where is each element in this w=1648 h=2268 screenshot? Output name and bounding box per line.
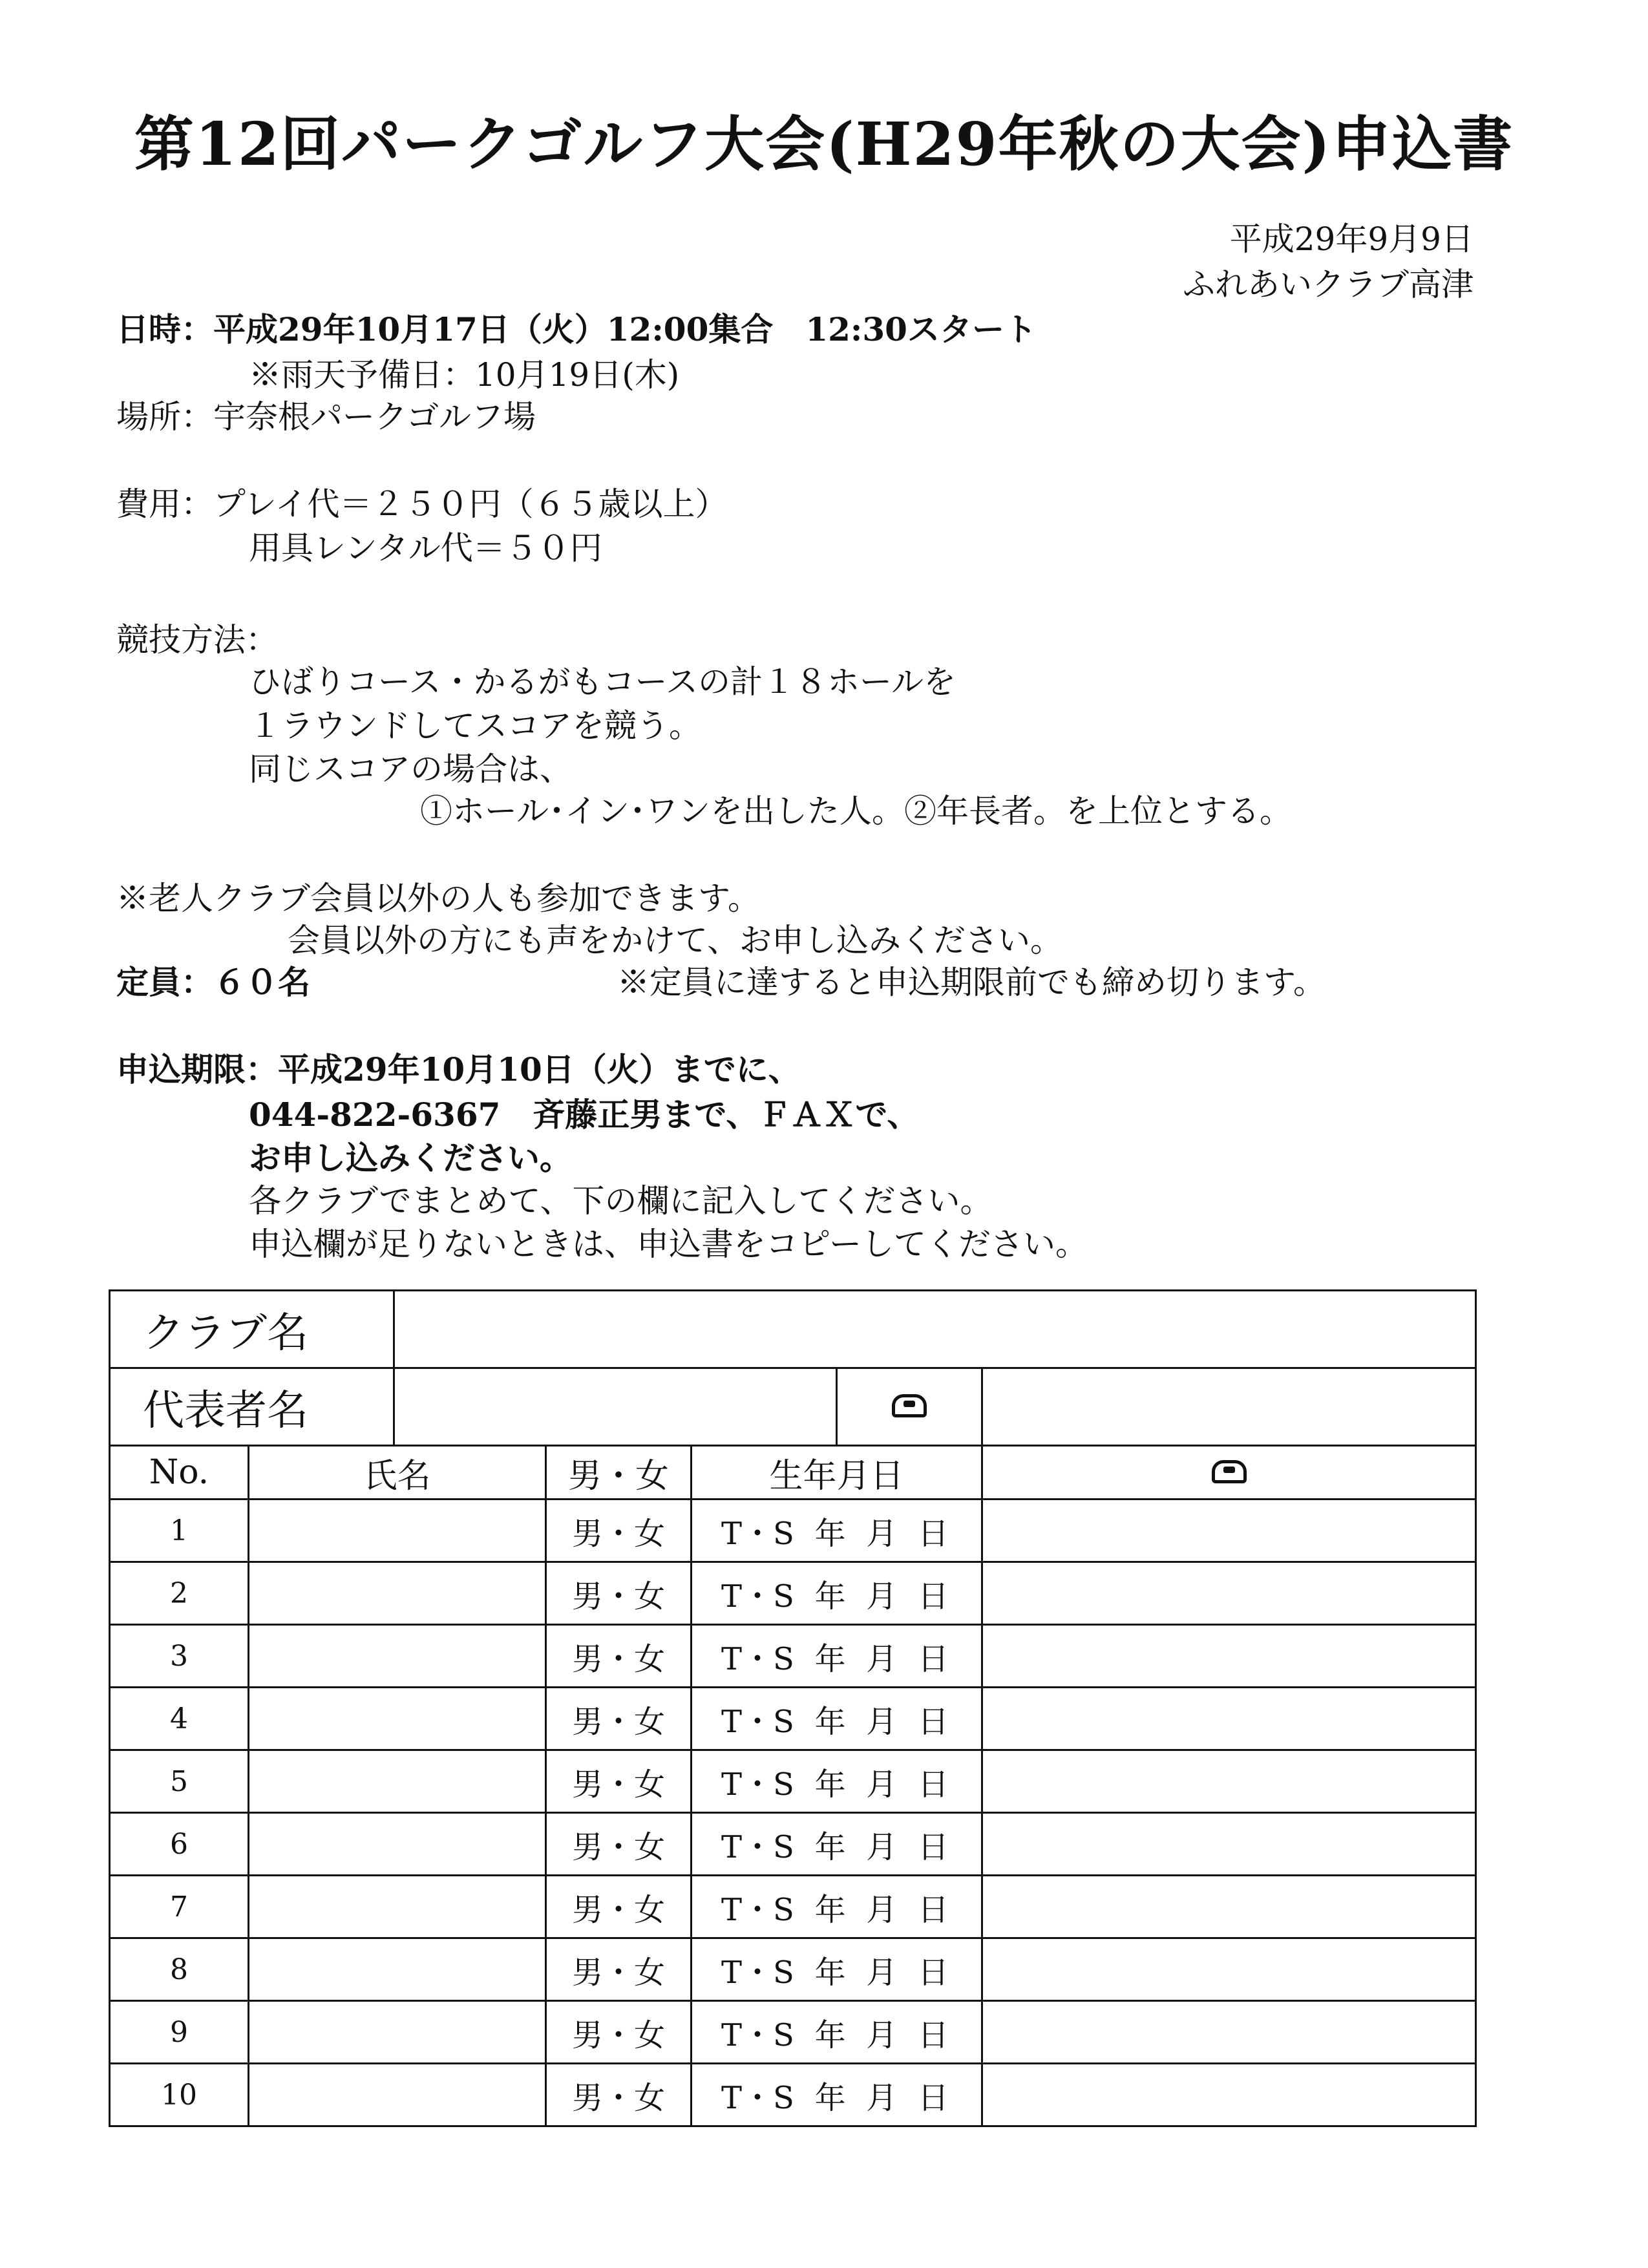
day-unit: 日 — [917, 2017, 949, 2053]
rain-date: ※雨天予備日：10月19日(木) — [249, 356, 680, 394]
day-unit: 日 — [917, 1954, 949, 1991]
year-unit: 年 — [814, 2017, 846, 2053]
note-line-1: ※老人クラブ会員以外の人も参加できます。 — [116, 880, 760, 917]
sex-select[interactable]: 男・女 — [546, 1876, 692, 1938]
month-unit: 月 — [866, 1766, 898, 1803]
sex-select[interactable]: 男・女 — [546, 2001, 692, 2064]
participant-phone-field[interactable] — [982, 2001, 1476, 2064]
entry-rows — [110, 1500, 1476, 2126]
participant-name-field[interactable] — [249, 2064, 546, 2126]
birthdate-field[interactable] — [692, 1750, 982, 1813]
birthdate-field[interactable] — [692, 2001, 982, 2064]
era-select[interactable]: T・S — [721, 1954, 794, 1991]
era-select[interactable]: T・S — [721, 1703, 794, 1740]
month-unit: 月 — [866, 1828, 898, 1865]
issue-date: 平成29年9月9日 — [1229, 220, 1474, 258]
day-unit: 日 — [917, 1515, 949, 1552]
participant-name-field[interactable] — [249, 1813, 546, 1876]
method-line-2: １ラウンドしてスコアを競う。 — [249, 707, 701, 745]
row-number: 9 — [110, 2001, 249, 2064]
row-number: 10 — [110, 2064, 249, 2126]
sex-select[interactable]: 男・女 — [546, 1500, 692, 1562]
era-select[interactable]: T・S — [721, 1578, 794, 1615]
header-name: 氏名 — [249, 1446, 546, 1500]
capacity: 定員：６０名 — [116, 963, 310, 1001]
birthdate-field[interactable] — [692, 1562, 982, 1625]
year-unit: 年 — [814, 1515, 846, 1552]
table-row — [110, 1876, 1476, 1938]
table-row — [110, 1562, 1476, 1625]
representative-phone-field[interactable] — [982, 1368, 1476, 1446]
method-line-3: 同じスコアの場合は、 — [249, 750, 572, 788]
telephone-icon — [1212, 1460, 1247, 1483]
row-number: 2 — [110, 1562, 249, 1625]
participant-name-field[interactable] — [249, 2001, 546, 2064]
header-phone — [982, 1446, 1476, 1500]
representative-label: 代表者名 — [110, 1368, 394, 1446]
birthdate-field[interactable] — [692, 1813, 982, 1876]
apply-text: お申し込みください。 — [249, 1139, 572, 1177]
participant-name-field[interactable] — [249, 1562, 546, 1625]
organizer: ふれあいクラブ高津 — [1183, 266, 1474, 303]
participant-name-field[interactable] — [249, 1500, 546, 1562]
birthdate-field[interactable] — [692, 1625, 982, 1688]
representative-row — [110, 1368, 1476, 1446]
month-unit: 月 — [866, 1954, 898, 1991]
month-unit: 月 — [866, 1891, 898, 1928]
club-name-label: クラブ名 — [110, 1291, 394, 1368]
participant-phone-field[interactable] — [982, 1625, 1476, 1688]
application-form-table — [109, 1289, 1477, 2127]
year-unit: 年 — [814, 1703, 846, 1740]
month-unit: 月 — [866, 1578, 898, 1615]
day-unit: 日 — [917, 1640, 949, 1677]
day-unit: 日 — [917, 1766, 949, 1803]
month-unit: 月 — [866, 2017, 898, 2053]
day-unit: 日 — [917, 1828, 949, 1865]
capacity-note: ※定員に達すると申込期限前でも締め切ります。 — [617, 964, 1326, 1001]
month-unit: 月 — [866, 1640, 898, 1677]
era-select[interactable]: T・S — [721, 2079, 794, 2116]
sex-select[interactable]: 男・女 — [546, 1688, 692, 1750]
column-header-row — [110, 1446, 1476, 1500]
participant-phone-field[interactable] — [982, 1688, 1476, 1750]
header-birthdate: 生年月日 — [692, 1446, 982, 1500]
sex-select[interactable]: 男・女 — [546, 1625, 692, 1688]
birthdate-field[interactable] — [692, 2064, 982, 2126]
sex-select[interactable]: 男・女 — [546, 1750, 692, 1813]
table-row — [110, 2001, 1476, 2064]
participant-name-field[interactable] — [249, 1876, 546, 1938]
event-datetime: 日時：平成29年10月17日（火）12:00集合 12:30スタート — [116, 310, 1037, 348]
instruction-1: 各クラブでまとめて、下の欄に記入してください。 — [249, 1182, 993, 1220]
year-unit: 年 — [814, 1828, 846, 1865]
table-row — [110, 1688, 1476, 1750]
table-row — [110, 1500, 1476, 1562]
header-sex: 男・女 — [546, 1446, 692, 1500]
month-unit: 月 — [866, 1515, 898, 1552]
table-row — [110, 1813, 1476, 1876]
sex-select[interactable]: 男・女 — [546, 2064, 692, 2126]
month-unit: 月 — [866, 2079, 898, 2116]
row-number: 8 — [110, 1938, 249, 2001]
participant-phone-field[interactable] — [982, 1500, 1476, 1562]
participant-name-field[interactable] — [249, 1750, 546, 1813]
row-number: 5 — [110, 1750, 249, 1813]
participant-phone-field[interactable] — [982, 2064, 1476, 2126]
era-select[interactable]: T・S — [721, 1515, 794, 1552]
year-unit: 年 — [814, 2079, 846, 2116]
birthdate-field[interactable] — [692, 1938, 982, 2001]
club-row — [110, 1291, 1476, 1368]
era-select[interactable]: T・S — [721, 2017, 794, 2053]
participant-phone-field[interactable] — [982, 1750, 1476, 1813]
note-line-2: 会員以外の方にも声をかけて、お申し込みください。 — [288, 922, 1062, 959]
row-number: 7 — [110, 1876, 249, 1938]
participant-phone-field[interactable] — [982, 1938, 1476, 2001]
row-number: 1 — [110, 1500, 249, 1562]
participant-name-field[interactable] — [249, 1625, 546, 1688]
birthdate-field[interactable] — [692, 1688, 982, 1750]
year-unit: 年 — [814, 1766, 846, 1803]
year-unit: 年 — [814, 1891, 846, 1928]
instruction-2: 申込欄が足りないときは、申込書をコピーしてください。 — [249, 1225, 1088, 1263]
era-select[interactable]: T・S — [721, 1640, 794, 1677]
table-row — [110, 1625, 1476, 1688]
year-unit: 年 — [814, 1578, 846, 1615]
month-unit: 月 — [866, 1703, 898, 1740]
table-row — [110, 1750, 1476, 1813]
day-unit: 日 — [917, 2079, 949, 2116]
era-select[interactable]: T・S — [721, 1766, 794, 1803]
table-row — [110, 2064, 1476, 2126]
year-unit: 年 — [814, 1640, 846, 1677]
birthdate-field[interactable] — [692, 1876, 982, 1938]
method-line-1: ひばりコース・かるがもコースの計１８ホールを — [249, 663, 956, 701]
header-no: No. — [110, 1446, 249, 1500]
document-title: 第12回パークゴルフ大会(H29年秋の大会)申込書 — [134, 109, 1514, 179]
fee-rental: 用具レンタル代＝５０円 — [249, 529, 602, 567]
participant-phone-field[interactable] — [982, 1562, 1476, 1625]
sex-select[interactable]: 男・女 — [546, 1562, 692, 1625]
day-unit: 日 — [917, 1703, 949, 1740]
day-unit: 日 — [917, 1891, 949, 1928]
telephone-icon — [892, 1394, 927, 1417]
row-number: 3 — [110, 1625, 249, 1688]
method-line-4: ①ホール･イン･ワンを出した人。②年長者。を上位とする。 — [420, 792, 1292, 830]
birthdate-field[interactable] — [692, 1500, 982, 1562]
era-select[interactable]: T・S — [721, 1891, 794, 1928]
participant-name-field[interactable] — [249, 1938, 546, 2001]
club-name-field[interactable] — [394, 1291, 1476, 1368]
event-place: 場所：宇奈根パークゴルフ場 — [116, 398, 536, 436]
era-select[interactable]: T・S — [721, 1828, 794, 1865]
participant-phone-field[interactable] — [982, 1876, 1476, 1938]
day-unit: 日 — [917, 1578, 949, 1615]
contact-fax: 044-822-6367 斉藤正男まで、ＦＡＸで、 — [249, 1096, 920, 1134]
table-row — [110, 1938, 1476, 2001]
participant-phone-field[interactable] — [982, 1813, 1476, 1876]
fee-play: 費用：プレイ代＝２５０円（６５歳以上） — [116, 485, 728, 523]
participant-name-field[interactable] — [249, 1688, 546, 1750]
sex-select[interactable]: 男・女 — [546, 1938, 692, 2001]
row-number: 6 — [110, 1813, 249, 1876]
sex-select[interactable]: 男・女 — [546, 1813, 692, 1876]
year-unit: 年 — [814, 1954, 846, 1991]
method-label: 競技方法： — [116, 621, 278, 659]
row-number: 4 — [110, 1688, 249, 1750]
representative-name-field[interactable] — [394, 1368, 837, 1446]
deadline: 申込期限：平成29年10月10日（火）までに、 — [116, 1050, 801, 1088]
representative-phone-label — [837, 1368, 982, 1446]
